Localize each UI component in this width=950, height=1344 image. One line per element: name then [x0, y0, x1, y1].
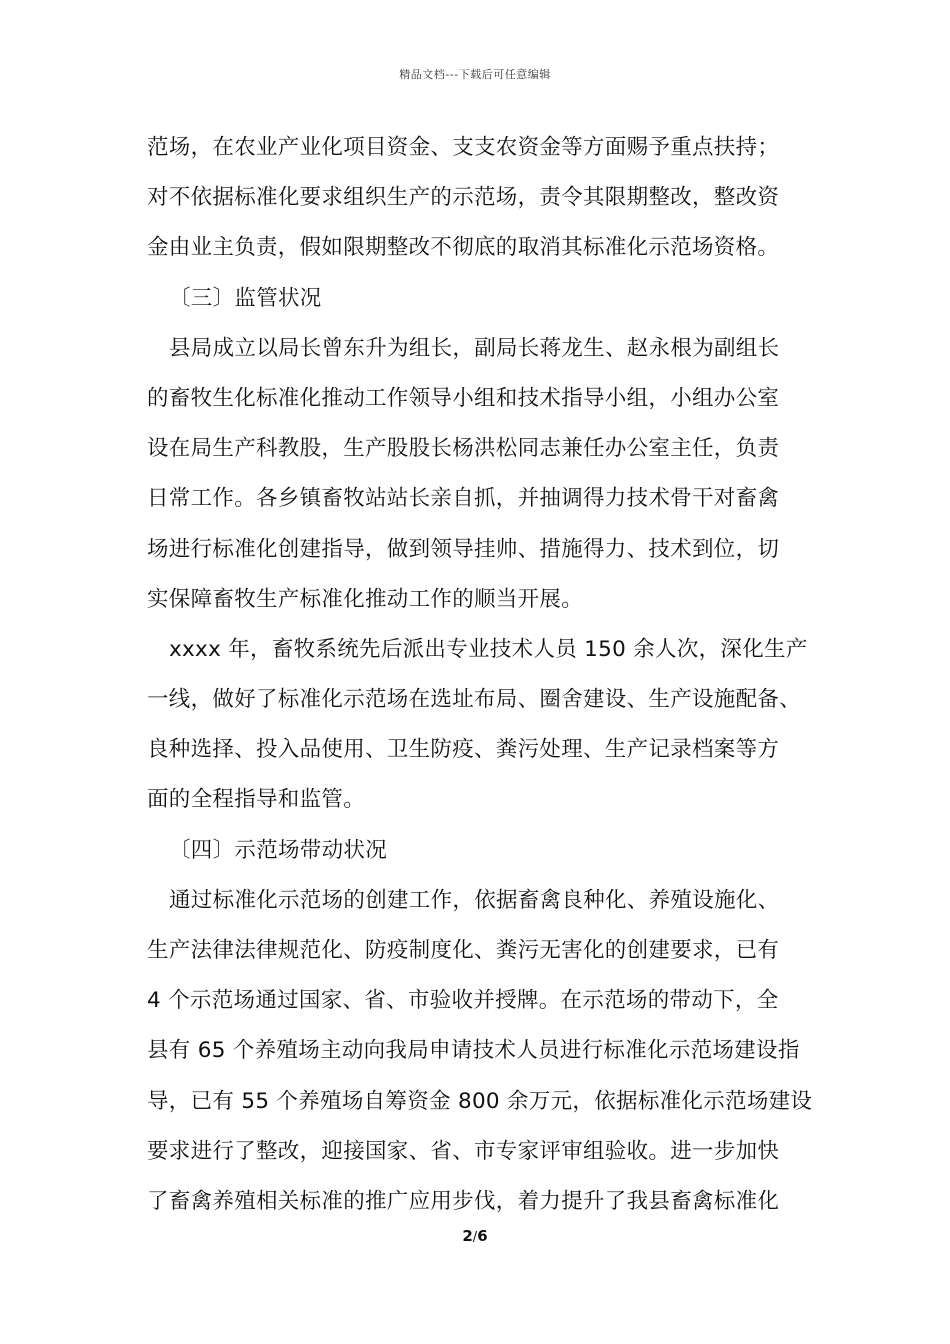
paragraph-line: 日常工作。各乡镇畜牧站站长亲自抓，并抽调得力技术骨干对畜禽 — [147, 486, 780, 512]
page-current: 2 — [462, 1227, 473, 1245]
page-header: 精品文档---下载后可任意编辑 — [399, 68, 551, 81]
paragraph-line: 的畜牧生化标准化推动工作领导小组和技术指导小组，小组办公室 — [147, 385, 780, 411]
paragraph-line: 生产法律法律规范化、防疫制度化、粪污无害化的创建要求，已有 — [147, 938, 780, 963]
paragraph-line: 了畜禽养殖相关标准的推广应用步伐，着力提升了我县畜禽标准化 — [147, 1188, 780, 1214]
paragraph-line: 一线，做好了标准化示范场在选址布局、圈舍建设、生产设施配备、 — [147, 687, 802, 713]
paragraph-line: 实保障畜牧生产标准化推动工作的顺当开展。 — [147, 586, 584, 612]
paragraph-line: 导，已有 55 个养殖场自筹资金 800 余万元，依据标准化示范场建设 — [147, 1088, 813, 1114]
paragraph-line: 范场，在农业产业化项目资金、支支农资金等方面赐予重点扶持； — [147, 135, 780, 160]
paragraph-line: 要求进行了整改，迎接国家、省、市专家评审组验收。进一步加快 — [147, 1138, 780, 1164]
paragraph-line: 面的全程指导和监管。 — [147, 787, 366, 813]
paragraph-line: 设在局生产科教股，生产股股长杨洪松同志兼任办公室主任，负责 — [147, 436, 780, 462]
page-separator: / — [472, 1230, 478, 1245]
document-body — [147, 131, 812, 1235]
paragraph-line: 通过标准化示范场的创建工作，依据畜禽良种化、养殖设施化、 — [169, 887, 780, 913]
paragraph-line: 金由业主负责，假如限期整改不彻底的取消其标准化示范场资格。 — [147, 235, 780, 261]
paragraph-line: 对不依据标准化要求组织生产的示范场，责令其限期整改，整改资 — [147, 185, 780, 211]
paragraph-line: 4 个示范场通过国家、省、市验收并授牌。在示范场的带动下，全 — [147, 988, 779, 1014]
page-number — [0, 1227, 950, 1245]
section-heading: 〔三〕监管状况 — [169, 285, 322, 311]
paragraph-line: 县局成立以局长曾东升为组长，副局长蒋龙生、赵永根为副组长 — [169, 335, 780, 361]
paragraph-line: 良种选择、投入品使用、卫生防疫、粪污处理、生产记录档案等方 — [147, 737, 780, 763]
page-total: 6 — [477, 1227, 488, 1245]
section-heading: 〔四〕示范场带动状况 — [169, 837, 388, 863]
paragraph-line: 场进行标准化创建指导，做到领导挂帅、措施得力、技术到位，切 — [147, 536, 780, 562]
paragraph-line: 县有 65 个养殖场主动向我局申请技术人员进行标准化示范场建设指 — [147, 1038, 800, 1064]
paragraph-line: xxxx 年，畜牧系统先后派出专业技术人员 150 余人次，深化生产 — [169, 636, 808, 662]
